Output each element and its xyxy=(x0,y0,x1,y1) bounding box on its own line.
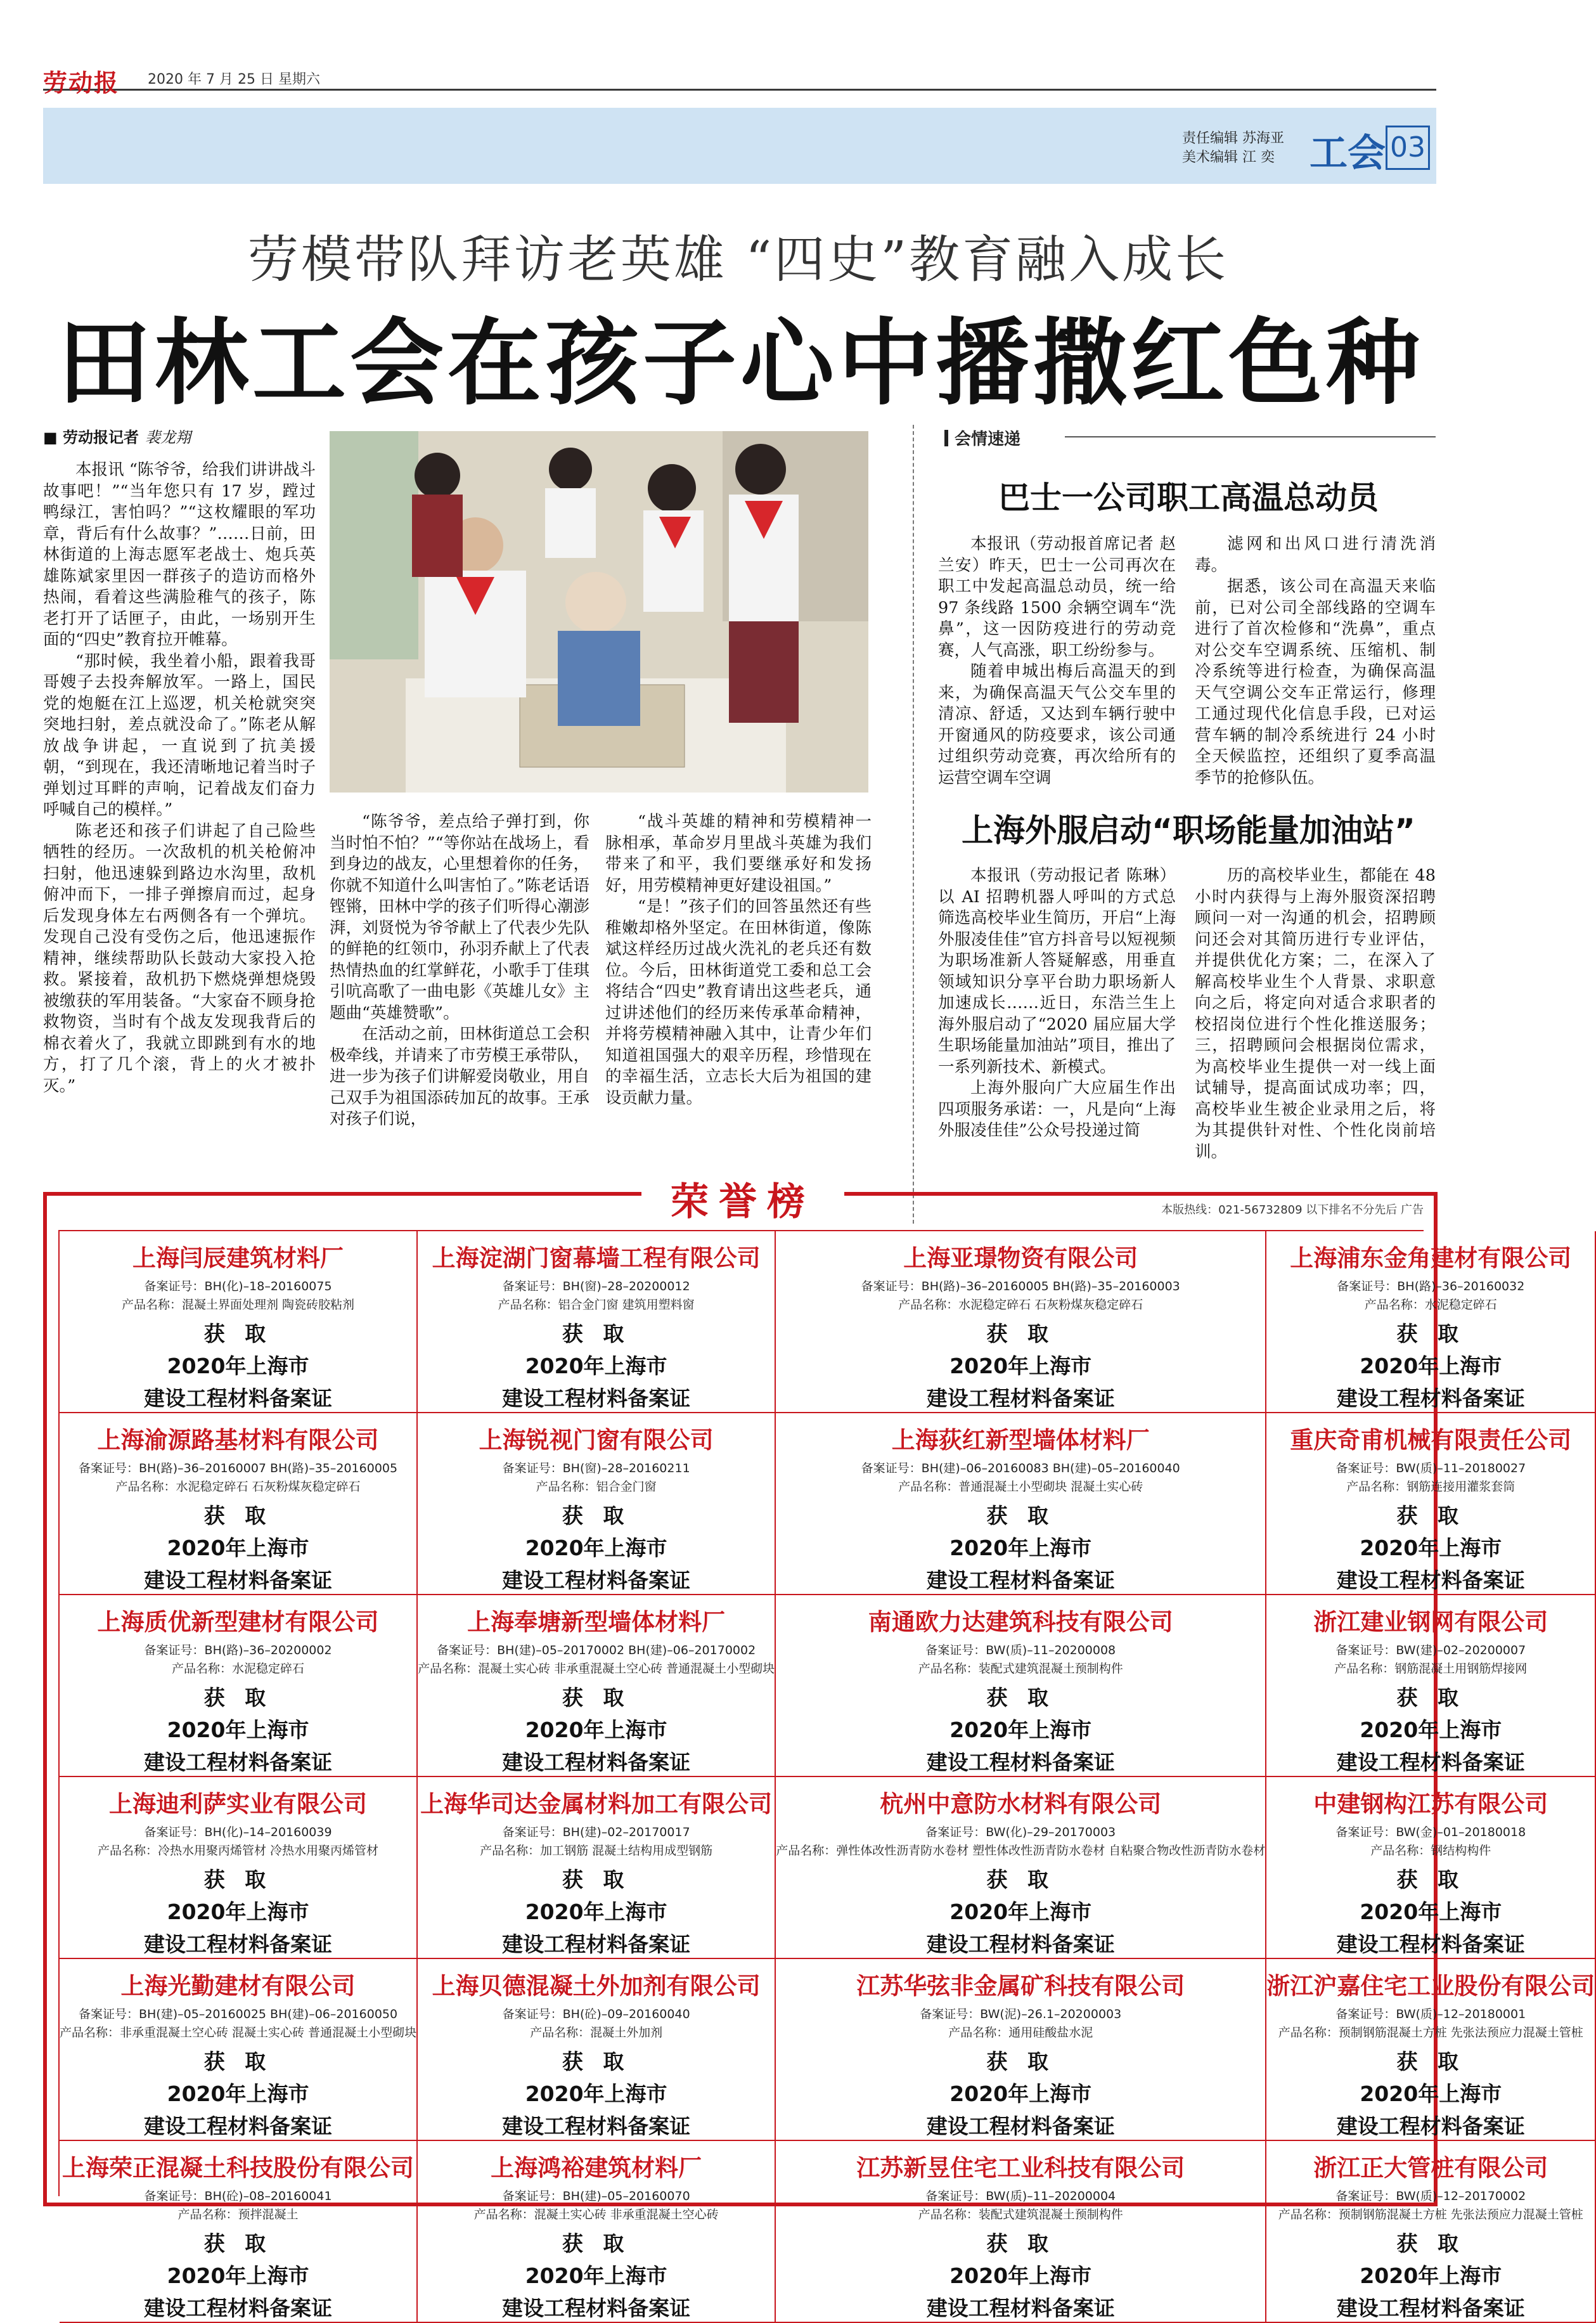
award-obtain: 获 取 xyxy=(1396,1867,1465,1892)
award-obtain: 获 取 xyxy=(562,1867,631,1892)
award-obtain: 获 取 xyxy=(986,1685,1055,1710)
record-number: 备案证号：BH(路)–36–20160032 xyxy=(1337,1279,1525,1293)
record-number: 备案证号：BH(化)–18–20160075 xyxy=(144,1279,332,1293)
paragraph: “战斗英雄的精神和劳模精神一脉相承，革命岁月里战斗英雄为我们带来了和平，我们要继承好和发扬好，用劳模精神更好建设祖国。” xyxy=(605,812,872,895)
award-certificate: 建设工程材料备案证 xyxy=(144,1932,333,1957)
award-obtain: 获 取 xyxy=(203,1321,273,1346)
product-name: 产品名称：水泥稳定碎石 石灰粉煤灰稳定碎石 xyxy=(898,1298,1143,1312)
record-number: 备案证号：BH(路)–36–20200002 xyxy=(144,1643,332,1657)
record-number: 备案证号：BH(路)–36–20160007 BH(路)–35–20160005 xyxy=(78,1461,398,1475)
company-name: 中建钢构江苏有限公司 xyxy=(1313,1790,1548,1818)
issue-date: 2020 年 7 月 25 日 星期六 xyxy=(148,72,320,87)
paragraph: 随着申城出梅后高温天的到来，为确保高温天气公交车里的清凉、舒适，又达到车辆行驶中开窗通风的防疫要求，该公司通过组织劳动竞赛，再次给所有的运营空调车空调 xyxy=(938,662,1176,787)
article-column-1 xyxy=(43,460,316,1097)
award-obtain: 获 取 xyxy=(203,1867,273,1892)
honor-entry xyxy=(418,1777,776,1959)
product-name: 产品名称：装配式建筑混凝土预制构件 xyxy=(918,2208,1123,2222)
honor-entry xyxy=(776,2141,1266,2323)
award-obtain: 获 取 xyxy=(1396,1685,1465,1710)
company-name: 上海渝源路基材料有限公司 xyxy=(97,1427,379,1454)
honor-entry xyxy=(1266,2141,1596,2323)
company-name: 上海鸿裕建筑材料厂 xyxy=(491,2154,702,2182)
company-name: 江苏华弦非金属矿科技有限公司 xyxy=(856,1972,1185,2000)
honor-entry xyxy=(1266,1777,1596,1959)
company-name: 上海光勤建材有限公司 xyxy=(120,1972,356,2000)
paragraph: 据悉，该公司在高温天来临前，已对公司全部线路的空调车进行了首次检修和“洗鼻”，重点对公交车空调系统、压缩机、制冷系统等进行检查，为确保高温天气空调公交车正常运行，修理工通过现代化信息手段，已对运营车辆的制冷系统进行 24 小时全天候监控，还组织了夏季高温季节的抢修队伍。 xyxy=(1195,577,1436,787)
award-year: 2020年上海市 xyxy=(525,2081,667,2106)
award-obtain: 获 取 xyxy=(986,1867,1055,1892)
company-name: 上海华司达金属材料加工有限公司 xyxy=(420,1790,773,1818)
honor-entry xyxy=(60,1595,418,1777)
record-number: 备案证号：BH(化)–14–20160039 xyxy=(144,1825,332,1839)
company-name: 上海亚璟物资有限公司 xyxy=(903,1245,1138,1272)
record-number: 备案证号：BH(建)–05–20170002 BH(建)–06–20170002 xyxy=(437,1643,756,1657)
record-number: 备案证号：BW(质)–11–20200008 xyxy=(925,1643,1116,1657)
record-number: 备案证号：BW(质)–11–20200004 xyxy=(925,2189,1116,2203)
company-name: 上海淀湖门窗幕墙工程有限公司 xyxy=(432,1245,761,1272)
article-headline: 田林工会在孩子心中播撒红色种 xyxy=(57,309,1424,418)
product-name: 产品名称：冷热水用聚丙烯管材 冷热水用聚丙烯管材 xyxy=(98,1844,379,1858)
record-number: 备案证号：BH(窗)–28–20200012 xyxy=(502,1279,690,1293)
record-number: 备案证号：BH(窗)–28–20160211 xyxy=(502,1461,690,1475)
paragraph: 本报讯（劳动报记者 陈琳）以 AI 招聘机器人呼叫的方式总筛选高校毕业生简历，开启“上海外服凌佳佳”官方抖音号以短视频为职场准新人答疑解惑，用垂直领域知识分享平台助力职场新人加速成长……近日，东浩兰生上海外服启动了“2020 届应届大学生职场能量加油站”项目，推出了一系列新技术、新模式。 xyxy=(938,866,1176,1077)
article-column-2 xyxy=(330,812,589,1130)
photo-illustration xyxy=(330,431,868,793)
product-name: 产品名称：普通混凝土小型砌块 混凝土实心砖 xyxy=(898,1480,1143,1494)
product-name: 产品名称：非承重混凝土空心砖 混凝土实心砖 普通混凝土小型砌块 xyxy=(60,2026,417,2040)
company-name: 浙江正大管桩有限公司 xyxy=(1313,2154,1548,2182)
product-name: 产品名称：加工钢筋 混凝土结构用成型钢筋 xyxy=(480,1844,713,1858)
column-divider xyxy=(913,425,914,1224)
award-obtain: 获 取 xyxy=(203,2231,273,2256)
editor-credits xyxy=(1182,129,1284,167)
honor-entry xyxy=(418,1231,776,1413)
award-year: 2020年上海市 xyxy=(525,2263,667,2288)
award-obtain: 获 取 xyxy=(1396,2049,1465,2074)
award-obtain: 获 取 xyxy=(1396,1321,1465,1346)
award-obtain: 获 取 xyxy=(562,2231,631,2256)
honor-entry xyxy=(1266,1231,1596,1413)
product-name: 产品名称：混凝土实心砖 非承重混凝土空心砖 xyxy=(473,2208,719,2222)
award-year: 2020年上海市 xyxy=(167,1899,309,1924)
honor-entry xyxy=(60,2141,418,2323)
award-year: 2020年上海市 xyxy=(949,2263,1092,2288)
award-certificate: 建设工程材料备案证 xyxy=(144,1568,333,1593)
award-year: 2020年上海市 xyxy=(1360,1718,1502,1742)
product-name: 产品名称：铝合金门窗 xyxy=(536,1480,657,1494)
award-obtain: 获 取 xyxy=(562,1321,631,1346)
company-name: 重庆奇甫机械有限责任公司 xyxy=(1290,1427,1572,1454)
honor-entry xyxy=(776,1413,1266,1595)
record-number: 备案证号：BH(砼)–09–20160040 xyxy=(502,2007,690,2021)
award-certificate: 建设工程材料备案证 xyxy=(502,1386,691,1411)
award-certificate: 建设工程材料备案证 xyxy=(1336,1750,1525,1775)
honor-entry xyxy=(776,1595,1266,1777)
award-obtain: 获 取 xyxy=(1396,1503,1465,1528)
honor-entry xyxy=(60,1413,418,1595)
award-obtain: 获 取 xyxy=(562,2049,631,2074)
product-name: 产品名称：混凝土实心砖 非承重混凝土空心砖 普通混凝土小型砌块 xyxy=(418,1662,775,1676)
honor-entry xyxy=(60,1777,418,1959)
award-year: 2020年上海市 xyxy=(167,1354,309,1378)
record-number: 备案证号：BW(金)–01–20180018 xyxy=(1335,1825,1526,1839)
story1-column-1 xyxy=(938,534,1176,789)
product-name: 产品名称：弹性体改性沥青防水卷材 塑性体改性沥青防水卷材 自粘聚合物改性沥青防水卷材 xyxy=(776,1844,1266,1858)
byline xyxy=(43,425,191,447)
award-certificate: 建设工程材料备案证 xyxy=(1336,1932,1525,1957)
award-certificate: 建设工程材料备案证 xyxy=(502,1750,691,1775)
story2-column-1 xyxy=(938,865,1176,1142)
product-name: 产品名称：钢结构构件 xyxy=(1370,1844,1491,1858)
award-year: 2020年上海市 xyxy=(525,1718,667,1742)
award-certificate: 建设工程材料备案证 xyxy=(144,2114,333,2139)
award-year: 2020年上海市 xyxy=(1360,2263,1502,2288)
honor-entry xyxy=(60,1959,418,2141)
award-certificate: 建设工程材料备案证 xyxy=(1336,1568,1525,1593)
award-certificate: 建设工程材料备案证 xyxy=(926,2114,1115,2139)
sidebar-rule xyxy=(1065,436,1436,437)
article-column-3 xyxy=(605,812,872,1109)
company-name: 浙江建业钢网有限公司 xyxy=(1313,1608,1548,1636)
story2-column-2 xyxy=(1195,865,1436,1163)
honor-entry xyxy=(418,1413,776,1595)
masthead xyxy=(43,63,1436,97)
byline-label: ■ 劳动报记者 xyxy=(43,429,139,446)
company-name: 南通欧力达建筑科技有限公司 xyxy=(868,1608,1173,1636)
record-number: 备案证号：BW(质)–12–20180001 xyxy=(1335,2007,1526,2021)
award-year: 2020年上海市 xyxy=(167,2263,309,2288)
award-certificate: 建设工程材料备案证 xyxy=(502,2296,691,2320)
product-name: 产品名称：水泥稳定碎石 石灰粉煤灰稳定碎石 xyxy=(115,1480,361,1494)
award-year: 2020年上海市 xyxy=(167,2081,309,2106)
product-name: 产品名称：水泥稳定碎石 xyxy=(172,1662,305,1676)
award-certificate: 建设工程材料备案证 xyxy=(1336,1386,1525,1411)
award-year: 2020年上海市 xyxy=(949,1718,1092,1742)
honor-entry xyxy=(60,1231,418,1413)
company-name: 上海荣正混凝土科技股份有限公司 xyxy=(62,2154,415,2182)
company-name: 上海闫辰建筑材料厂 xyxy=(132,1245,344,1272)
sidebar-story-1-title: 巴士一公司职工高温总动员 xyxy=(998,479,1379,516)
award-certificate: 建设工程材料备案证 xyxy=(926,2296,1115,2320)
record-number: 备案证号：BW(泥)–26.1–20200003 xyxy=(920,2007,1122,2021)
product-name: 产品名称：预拌混凝土 xyxy=(177,2208,299,2222)
award-year: 2020年上海市 xyxy=(949,2081,1092,2106)
award-year: 2020年上海市 xyxy=(1360,1899,1502,1924)
product-name: 产品名称：混凝土外加剂 xyxy=(530,2026,663,2040)
article-subheadline: 劳模带队拜访老英雄 “四史”教育融入成长 xyxy=(247,230,1229,289)
article-photo xyxy=(330,431,868,793)
company-name: 上海迪利萨实业有限公司 xyxy=(109,1790,368,1818)
paragraph: 滤网和出风口进行清洗消毒。 xyxy=(1195,534,1436,575)
award-certificate: 建设工程材料备案证 xyxy=(1336,2296,1525,2320)
product-name: 产品名称：通用硅酸盐水泥 xyxy=(948,2026,1093,2040)
paragraph: 本报讯（劳动报首席记者 赵兰安）昨天，巴士一公司再次在职工中发起高温总动员，统一给 97 条线路 1500 余辆空调车“洗鼻”，这一因防疫进行的劳动竞赛，人气高涨，职工纷纷参与。 xyxy=(938,534,1176,660)
paragraph: 本报讯 “陈爷爷，给我们讲讲战斗故事吧！”“当年您只有 17 岁，蹚过鸭绿江，害怕吗？”“这枚耀眼的军功章，背后有什么故事？”……日前，田林街道的上海志愿军老战士、炮兵英雄陈斌家里因一群孩子的造访而格外热闹，看着这些满脸稚气的孩子，陈老打开了话匣子，由此，一场别开生面的“四史”教育拉开帷幕。 xyxy=(43,460,316,649)
award-year: 2020年上海市 xyxy=(949,1354,1092,1378)
award-certificate: 建设工程材料备案证 xyxy=(502,1932,691,1957)
paragraph: 在活动之前，田林街道总工会积极牵线，并请来了市劳模王承带队，进一步为孩子们讲解爱岗敬业，用自己双手为祖国添砖加瓦的故事。王承对孩子们说， xyxy=(330,1025,589,1129)
product-name: 产品名称：水泥稳定碎石 xyxy=(1364,1298,1497,1312)
award-certificate: 建设工程材料备案证 xyxy=(144,1386,333,1411)
record-number: 备案证号：BW(建)–02–20200007 xyxy=(1335,1643,1526,1657)
award-year: 2020年上海市 xyxy=(525,1899,667,1924)
award-obtain: 获 取 xyxy=(986,2231,1055,2256)
record-number: 备案证号：BW(质)–11–20180027 xyxy=(1335,1461,1526,1475)
section-band xyxy=(43,108,1436,184)
sidebar-story-2-title: 上海外服启动“职场能量加油站” xyxy=(962,812,1415,849)
paragraph: “那时候，我坐着小船，跟着我哥哥嫂子去投奔解放军。一路上，国民党的炮艇在江上巡逻，机关枪就突突突地扫射，差点就没命了。”陈老从解放战争讲起，一直说到了抗美援朝，“到现在，我还清晰地记着当时子弹划过耳畔的声响，记着战友们奋力呼喊自己的模样。” xyxy=(43,651,316,819)
honor-grid xyxy=(58,1230,1595,2320)
award-year: 2020年上海市 xyxy=(949,1899,1092,1924)
page-number: 03 xyxy=(1386,126,1430,170)
paragraph: 上海外服向广大应届生作出四项服务承诺：一，凡是向“上海外服凌佳佳”公众号投递过简 xyxy=(938,1078,1176,1140)
company-name: 上海质优新型建材有限公司 xyxy=(97,1608,379,1636)
award-year: 2020年上海市 xyxy=(949,1536,1092,1560)
award-certificate: 建设工程材料备案证 xyxy=(926,1750,1115,1775)
paragraph: “是！”孩子们的回答虽然还有些稚嫩却格外坚定。在田林街道，像陈斌这样经历过战火洗礼的老兵还有数位。今后，田林街道党工委和总工会将结合“四史”教育请出这些老兵，通过讲述他们的经历来传承革命精神，并将劳模精神融入其中，让青少年们知道祖国强大的艰辛历程，珍惜现在的幸福生活，立志长大后为祖国的建设贡献力量。 xyxy=(605,897,872,1108)
honor-entry xyxy=(776,1777,1266,1959)
award-obtain: 获 取 xyxy=(562,1685,631,1710)
company-name: 浙江沪嘉住宅工业股份有限公司 xyxy=(1266,1972,1595,2000)
honor-entry xyxy=(776,1231,1266,1413)
record-number: 备案证号：BH(路)–36–20160005 BH(路)–35–20160003 xyxy=(861,1279,1180,1293)
story1-column-2 xyxy=(1195,534,1436,789)
company-name: 上海锐视门窗有限公司 xyxy=(479,1427,714,1454)
award-obtain: 获 取 xyxy=(986,1503,1055,1528)
art-editor: 美术编辑 江 奕 xyxy=(1182,150,1275,165)
company-name: 上海浦东金角建材有限公司 xyxy=(1290,1245,1572,1272)
record-number: 备案证号：BH(建)–05–20160025 BH(建)–06–20160050 xyxy=(78,2007,398,2021)
honor-board-title: 荣誉榜 xyxy=(641,1172,844,1216)
award-obtain: 获 取 xyxy=(203,1503,273,1528)
record-number: 备案证号：BH(建)–05–20160070 xyxy=(502,2189,690,2203)
product-name: 产品名称：混凝土界面处理剂 陶瓷砖胶粘剂 xyxy=(122,1298,355,1312)
product-name: 产品名称：预制钢筋混凝土方桩 先张法预应力混凝土管桩 xyxy=(1278,2026,1583,2040)
award-obtain: 获 取 xyxy=(203,2049,273,2074)
responsible-editor: 责任编辑 苏海亚 xyxy=(1182,131,1284,146)
company-name: 江苏新昱住宅工业科技有限公司 xyxy=(856,2154,1185,2182)
record-number: 备案证号：BW(质)–12–20170002 xyxy=(1335,2189,1526,2203)
award-year: 2020年上海市 xyxy=(525,1354,667,1378)
sidebar-tag xyxy=(944,426,1020,450)
paragraph: 历的高校毕业生，都能在 48 小时内获得与上海外服资深招聘顾问一对一沟通的机会，招聘顾问还会对其简历进行专业评估，并提供优化方案；二，在深入了解高校毕业生个人背景、求职意向之后，将定向对适合求职者的校招岗位进行个性化推送服务；三，招聘顾问会根据岗位需求，为高校毕业生提供一对一线上面试辅导，提高面试成功率；四，高校毕业生被企业录用之后，将为其提供针对性、个性化岗前培训。 xyxy=(1195,866,1436,1162)
tag-bar xyxy=(944,430,948,446)
company-name: 上海奉塘新型墙体材料厂 xyxy=(467,1608,726,1636)
award-obtain: 获 取 xyxy=(986,2049,1055,2074)
record-number: 备案证号：BW(化)–29–20170003 xyxy=(925,1825,1116,1839)
honor-board xyxy=(43,1180,1595,2320)
record-number: 备案证号：BH(建)–02–20170017 xyxy=(502,1825,690,1839)
award-year: 2020年上海市 xyxy=(167,1536,309,1560)
paragraph: 陈老还和孩子们讲起了自己险些牺牲的经历。一次敌机的机关枪俯冲扫射，他迅速躲到路边水沟里，敌机俯冲而下，一排子弹擦肩而过，起身后发现身体左右两侧各有一个弹坑。发现自己没有受伤之后，他迅速振作精神，继续帮助队长鼓动大家投入抢救。紧接着，敌机扔下燃烧弹想烧毁被缴获的军用装备。“大家奋不顾身抢救物资，当时有个战友发现我背后的棉衣着火了，我就立即跳到有水的地方，打了几个滚，背上的火才被扑灭。” xyxy=(43,821,316,1096)
paragraph: “陈爷爷，差点给子弹打到，你当时怕不怕？”“等你站在战场上，看到身边的战友，心里想着你的任务，你就不知道什么叫害怕了。”陈老话语铿锵，田林中学的孩子们听得心潮澎湃，刘贤悦为爷爷献上了代表少先队的鲜艳的红领巾，孙羽乔献上了代表热情热血的红掌鲜花，小歌手丁佳琪引吭高歌了一曲电影《英雄儿女》主题曲“英雄赞歌”。 xyxy=(330,812,589,1023)
award-obtain: 获 取 xyxy=(203,1685,273,1710)
honor-entry xyxy=(1266,1959,1596,2141)
award-year: 2020年上海市 xyxy=(525,1536,667,1560)
product-name: 产品名称：装配式建筑混凝土预制构件 xyxy=(918,1662,1123,1676)
product-name: 产品名称：钢筋连接用灌浆套筒 xyxy=(1346,1480,1516,1494)
award-certificate: 建设工程材料备案证 xyxy=(144,2296,333,2320)
award-certificate: 建设工程材料备案证 xyxy=(926,1386,1115,1411)
company-name: 上海荻红新型墙体材料厂 xyxy=(891,1427,1150,1454)
award-certificate: 建设工程材料备案证 xyxy=(502,2114,691,2139)
sidebar-tag-label: 会情速递 xyxy=(955,430,1021,449)
honor-entry xyxy=(418,1959,776,2141)
product-name: 产品名称：预制钢筋混凝土方桩 先张法预应力混凝土管桩 xyxy=(1278,2208,1583,2222)
newspaper-logo: 劳动报 xyxy=(43,68,120,97)
award-obtain: 获 取 xyxy=(1396,2231,1465,2256)
award-obtain: 获 取 xyxy=(986,1321,1055,1346)
honor-entry xyxy=(418,1595,776,1777)
award-certificate: 建设工程材料备案证 xyxy=(926,1568,1115,1593)
award-obtain: 获 取 xyxy=(562,1503,631,1528)
product-name: 产品名称：铝合金门窗 建筑用塑料窗 xyxy=(498,1298,695,1312)
product-name: 产品名称：钢筋混凝土用钢筋焊接网 xyxy=(1334,1662,1528,1676)
honor-entry xyxy=(1266,1413,1596,1595)
reporter-name: 裴龙翔 xyxy=(145,429,191,446)
honor-entry xyxy=(418,2141,776,2323)
record-number: 备案证号：BH(砼)–08–20160041 xyxy=(144,2189,332,2203)
award-certificate: 建设工程材料备案证 xyxy=(926,1932,1115,1957)
award-year: 2020年上海市 xyxy=(167,1718,309,1742)
award-certificate: 建设工程材料备案证 xyxy=(502,1568,691,1593)
section-name: 工会 xyxy=(1310,131,1386,176)
award-certificate: 建设工程材料备案证 xyxy=(144,1750,333,1775)
award-year: 2020年上海市 xyxy=(1360,1536,1502,1560)
award-year: 2020年上海市 xyxy=(1360,2081,1502,2106)
honor-entry xyxy=(1266,1595,1596,1777)
company-name: 上海贝德混凝土外加剂有限公司 xyxy=(432,1972,761,2000)
honor-board-note: 本版热线：021-56732809 以下排名不分先后 广告 xyxy=(1161,1203,1424,1217)
award-certificate: 建设工程材料备案证 xyxy=(1336,2114,1525,2139)
company-name: 杭州中意防水材料有限公司 xyxy=(880,1790,1162,1818)
honor-entry xyxy=(776,1959,1266,2141)
record-number: 备案证号：BH(建)–06–20160083 BH(建)–05–20160040 xyxy=(861,1461,1180,1475)
award-year: 2020年上海市 xyxy=(1360,1354,1502,1378)
